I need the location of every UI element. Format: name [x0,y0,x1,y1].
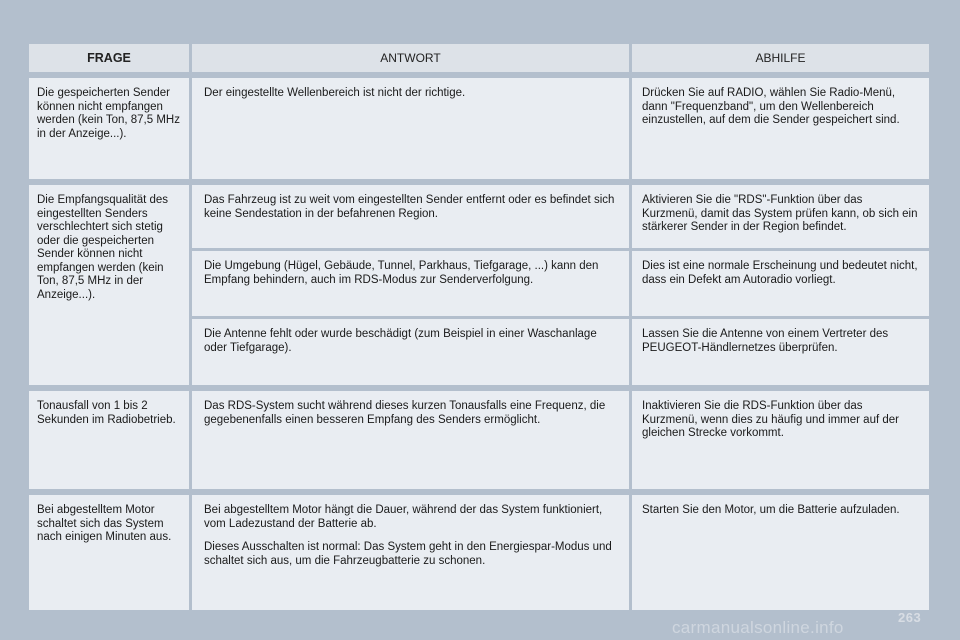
answer-cell [192,495,629,610]
table-row [29,391,929,489]
table-row [29,495,929,610]
table-header [29,44,929,72]
question-cell: Die Empfangsqualität des eingestellten Senders verschlechtert sich stetig oder die gespeicherten Sender können nicht empfangen werden (kein Ton, 87,5 MHz in der Anzeige...). [29,185,189,385]
remedy-cell: Lassen Sie die Antenne von einem Vertreter des PEUGEOT-Händlernetzes überprüfen. [632,319,929,385]
remedy-cell: Starten Sie den Motor, um die Batterie aufzuladen. [632,495,929,610]
table-row [29,185,929,385]
question-cell: Tonausfall von 1 bis 2 Sekunden im Radiobetrieb. [29,391,189,489]
answer-cell: Die Antenne fehlt oder wurde beschädigt (zum Beispiel in einer Waschanlage oder Tiefgarage). [192,319,629,385]
watermark: carmanualsonline.info [672,618,844,637]
remedy-cell: Inaktivieren Sie die RDS-Funktion über das Kurzmenü, wenn dies zu häufig und immer auf der gleichen Strecke vorkommt. [632,391,929,489]
answer-paragraph: Dieses Ausschalten ist normal: Das System geht in den Energiespar-Modus und schaltet sich aus, um die Fahrzeugbatterie zu schonen. [204,541,612,567]
faq-table [29,44,929,616]
remedy-cell: Drücken Sie auf RADIO, wählen Sie Radio-Menü, dann "Frequenzband", um den Wellenbereich einzustellen, auf dem die Sender gespeichert sind. [632,78,929,179]
header-abhilfe: ABHILFE [632,44,929,72]
header-antwort: ANTWORT [192,44,629,72]
answer-cell: Die Umgebung (Hügel, Gebäude, Tunnel, Parkhaus, Tiefgarage, ...) kann den Empfang behindern, auch im RDS-Modus zur Senderverfolgung. [192,251,629,316]
answer-cell: Das Fahrzeug ist zu weit vom eingestellten Sender entfernt oder es befindet sich keine Sendestation in der befahrenen Region. [192,185,629,248]
question-cell: Bei abgestelltem Motor schaltet sich das System nach einigen Minuten aus. [29,495,189,610]
remedy-cell: Dies ist eine normale Erscheinung und bedeutet nicht, dass ein Defekt am Autoradio vorliegt. [632,251,929,316]
answer-cell: Das RDS-System sucht während dieses kurzen Tonausfalls eine Frequenz, die gegebenenfalls einen besseren Empfang des Senders ermöglicht. [192,391,629,489]
answer-paragraph: Bei abgestelltem Motor hängt die Dauer, während der das System funktioniert, vom Ladezustand der Batterie ab. [204,504,603,530]
page-number: 263 [898,610,922,625]
answer-cell: Der eingestellte Wellenbereich ist nicht der richtige. [192,78,629,179]
question-cell: Die gespeicherten Sender können nicht empfangen werden (kein Ton, 87,5 MHz in der Anzeige...). [29,78,189,179]
table-row [29,78,929,179]
remedy-cell: Aktivieren Sie die "RDS"-Funktion über das Kurzmenü, damit das System prüfen kann, ob sich ein stärkerer Sender in der Region befindet. [632,185,929,248]
header-frage: FRAGE [29,44,189,72]
